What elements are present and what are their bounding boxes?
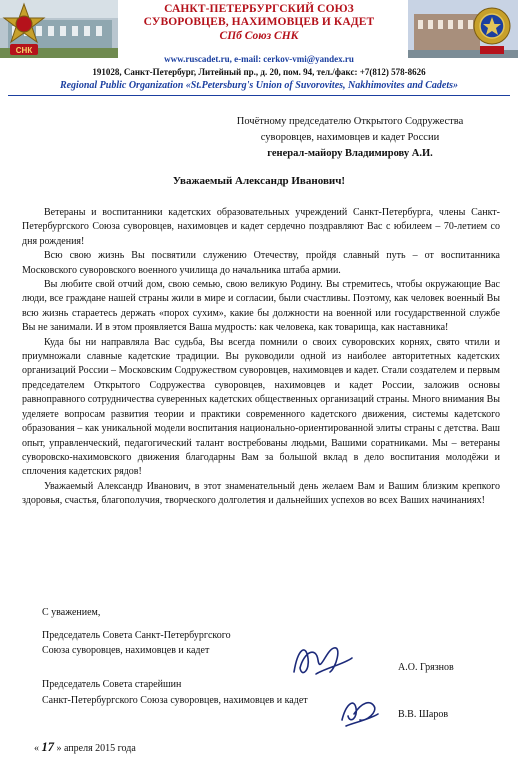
addressee-line2: суворовцев, нахимовцев и кадет России (260, 132, 440, 143)
letterhead-english-name: Regional Public Organization «St.Petersburg's Union of Suvorovites, Nakhimovites and Cadets» (59, 80, 459, 91)
signatory2-name: В.В. Шаров (398, 709, 449, 720)
order-emblem-right (470, 2, 514, 58)
date-close-quote: » (56, 743, 62, 754)
closing: С уважением, (42, 607, 101, 618)
paragraph: Вы любите свой отчий дом, свою семью, свою великую Родину. Вы стремитесь, чтобы окружающие Вас люди, все граждане нашей страны жили в мире и согласии, были счастливы. Поэтому, как человек военный Вы всю жизнь стараетесь держать «порох сухим», какие бы должности на военной или государственной службе Вы не занимали. И в этом проявляется Ваша мудрость: как человека, как товарища, как наставника! (22, 279, 500, 334)
signatory2-title-line2: Санкт-Петербургского Союза суворовцев, нахимовцев и кадет (42, 695, 308, 706)
paragraph: Ветераны и воспитанники кадетских образовательных учреждений Санкт-Петербурга, члены Санкт-Петербургского Союза суворовцев, нахимовцев и кадет сердечно поздравляют Вас с юбилеем – 70-летием со дня рождения! (22, 207, 500, 247)
signatory2-title-line1: Председатель Совета старейшин (42, 679, 182, 690)
signatory1-name: А.О. Грязнов (398, 662, 454, 673)
letterhead-short-name: СПб Союз СНК (219, 30, 299, 42)
letterhead-web-email[interactable]: www.ruscadet.ru, e-mail: cerkov-vmi@yandex.ru (164, 54, 354, 64)
letterhead-address: 191028, Санкт-Петербург, Литейный пр., д. 20, пом. 94, тел./факс: +7(812) 578-8626 (92, 67, 426, 77)
paragraph: Всю свою жизнь Вы посвятили служению Отечеству, пройдя славный путь – от воспитанника Московского суворовского военного училища до начальника штаба армии. (22, 250, 500, 276)
addressee-line1: Почётному председателю Открытого Содружества (236, 116, 464, 127)
signature-sharov (336, 690, 382, 732)
emblem-left-caption: СНК (15, 46, 33, 55)
union-emblem-left (2, 2, 46, 58)
signatory1-title-line1: Председатель Совета Санкт-Петербургского (42, 630, 231, 641)
paragraph: Уважаемый Александр Иванович, в этот знаменательный день желаем Вам и Вашим близким крепкого здоровья, счастья, благополучия, творческого долголетия и дальнейших успехов во всех Ваших начинаниях! (22, 480, 500, 507)
addressee-line3: генерал-майору Владимирову А.И. (267, 148, 433, 159)
date-month-year: апреля 2015 года (64, 743, 136, 754)
letter-body (22, 206, 500, 509)
letter-date (34, 740, 136, 755)
signatory1-title-line2: Союза суворовцев, нахимовцев и кадет (42, 645, 210, 656)
signature-gryaznov (286, 638, 360, 686)
addressee-block (200, 114, 500, 162)
paragraph: Куда бы ни направляла Вас судьба, Вы всегда помнили о своих суворовских корнях, свято чтили и приумножали славные кадетские традиции. Вы руководили одной из наиболее авторитетных кадетских организаций России – Московским Содружеством суворовцев, нахимовцев и кадет. Стали создателем и первым председателем Открытого Содружества суворовцев, нахимовцев и кадет России, заложив основы равноправного сотрудничества суверенных кадетских общественных организаций страны. Много внимания Вы уделяете вопросам развития теории и практики современного кадетского движения, системы кадетского образования – как уникальной модели воспитания национально-ориентированной элиты страны с детства. Ваш опыт, управленческий, педагогический талант востребованы людьми, Вашими соратниками. Мы – ветераны суворовско-нахимовского движения благодарны Вам за большой вклад в дело воспитания молодёжи и сплочения кадетских рядов! (22, 336, 500, 478)
date-day: 17 (41, 740, 54, 754)
date-open-quote: « (34, 743, 39, 754)
letterhead-title-line2: СУВОРОВЦЕВ, НАХИМОВЦЕВ И КАДЕТ (143, 16, 375, 28)
letterhead-title-line1: САНКТ-ПЕТЕРБУРГСКИЙ СОЮЗ (164, 3, 354, 15)
letterhead-divider (8, 95, 510, 96)
salutation: Уважаемый Александр Иванович! (172, 175, 346, 187)
